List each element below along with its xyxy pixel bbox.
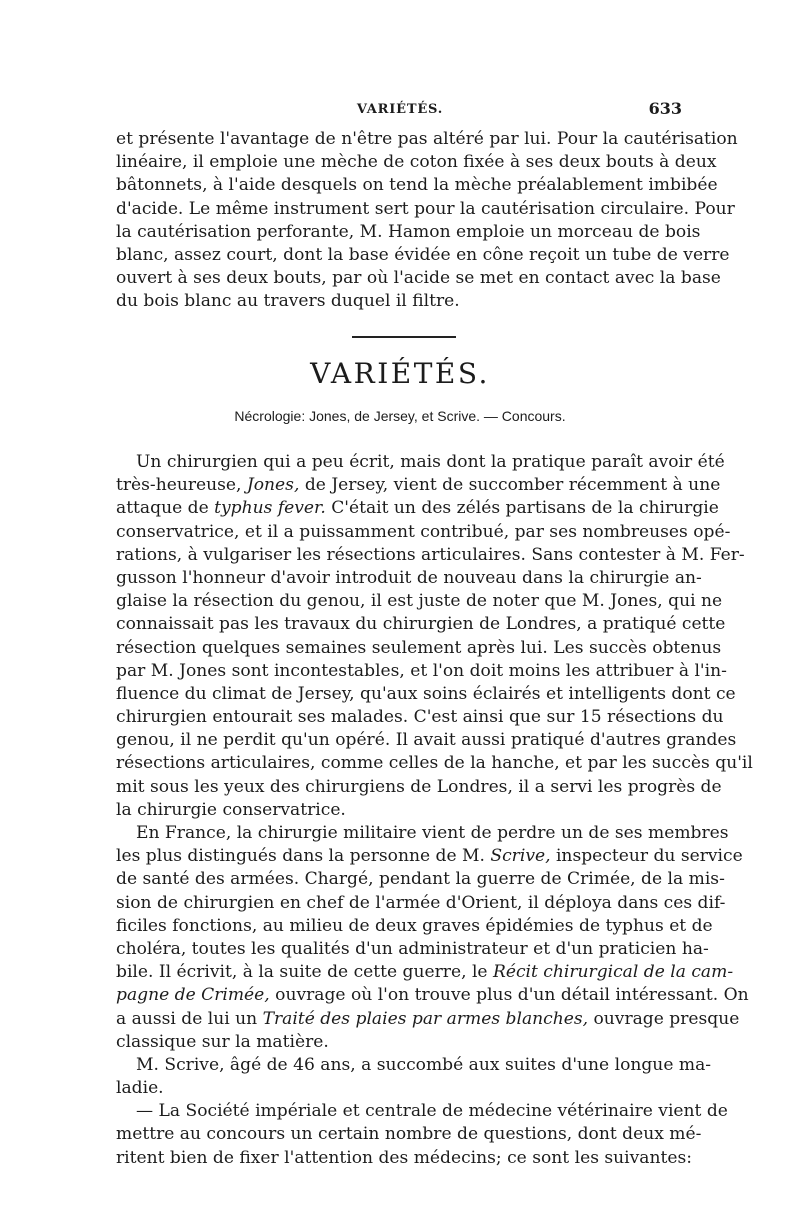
text-line xyxy=(116,1008,740,1031)
text-line: la chirurgie conservatrice. xyxy=(116,799,346,820)
emphasis-title: Récit chirurgical de la cam- xyxy=(492,962,734,983)
section-title: VARIÉTÉS. xyxy=(310,357,490,390)
text-line xyxy=(116,961,734,984)
text-line: choléra, toutes les qualités d'un administrateur et d'un praticien ha- xyxy=(116,938,709,959)
text-line: mit sous les yeux des chirurgiens de Londres, il a servi les progrès de xyxy=(116,776,722,797)
text-segment: C'était un des zélés partisans de la chirurgie xyxy=(325,498,719,519)
section-divider xyxy=(352,336,456,338)
text-line xyxy=(116,984,749,1007)
text-line: Un chirurgien qui a peu écrit, mais dont la pratique paraît avoir été xyxy=(136,452,725,472)
text-line: chirurgien entourait ses malades. C'est ainsi que sur 15 résections du xyxy=(116,707,724,728)
text-line: connaissait pas les travaux du chirurgien de Londres, a pratiqué cette xyxy=(116,614,726,635)
text-segment: de Jersey, vient de succomber récemment à une xyxy=(299,475,721,496)
text-line: gusson l'honneur d'avoir introduit de nouveau dans la chirurgie an- xyxy=(116,567,702,588)
text-line xyxy=(116,497,719,520)
text-line: la cautérisation perforante, M. Hamon emploie un morceau de bois xyxy=(116,221,701,242)
text-line: genou, il ne perdit qu'un opéré. Il avait aussi pratiqué d'autres grandes xyxy=(116,730,737,751)
emphasis-name: Jones, xyxy=(246,475,300,496)
text-line: mettre au concours un certain nombre de questions, dont deux mé- xyxy=(116,1124,702,1145)
text-line: linéaire, il emploie une mèche de coton fixée à ses deux bouts à deux xyxy=(116,152,717,173)
text-segment: ouvrage presque xyxy=(588,1008,740,1029)
text-line: bâtonnets, à l'aide desquels on tend la mèche préalablement imbibée xyxy=(116,175,718,196)
article-body xyxy=(116,451,753,1170)
emphasis-title: pagne de Crimée, xyxy=(116,985,270,1006)
page-number: 633 xyxy=(648,99,682,118)
text-line: classique sur la matière. xyxy=(116,1031,329,1052)
text-segment: attaque de xyxy=(116,498,215,519)
text-segment: les plus distingués dans la personne de M. xyxy=(116,846,491,867)
text-segment: inspecteur du service xyxy=(550,846,743,867)
text-line: et présente l'avantage de n'être pas altéré par lui. Pour la cautérisation xyxy=(116,129,738,149)
text-line: d'acide. Le même instrument sert pour la cautérisation circulaire. Pour xyxy=(116,198,735,219)
text-line xyxy=(116,474,721,497)
text-line: de santé des armées. Chargé, pendant la guerre de Crimée, de la mis- xyxy=(116,869,725,890)
text-line: blanc, assez court, dont la base évidée en cône reçoit un tube de verre xyxy=(116,244,730,265)
running-head xyxy=(116,99,684,123)
section-subtitle: Nécrologie: Jones, de Jersey, et Scrive. — Concours. xyxy=(234,408,566,424)
text-line: glaise la résection du genou, il est juste de noter que M. Jones, qui ne xyxy=(116,591,723,612)
text-line: sion de chirurgien en chef de l'armée d'Orient, il déploya dans ces dif- xyxy=(116,892,726,913)
text-line: ritent bien de fixer l'attention des médecins; ce sont les suivantes: xyxy=(116,1147,693,1168)
continued-paragraph xyxy=(116,128,738,314)
text-line: ladie. xyxy=(116,1078,164,1099)
text-line: M. Scrive, âgé de 46 ans, a succombé aux suites d'une longue ma- xyxy=(136,1054,712,1075)
running-title: VARIÉTÉS. xyxy=(356,102,444,117)
text-segment: très-heureuse, xyxy=(116,475,247,496)
text-segment: ouvrage où l'on trouve plus d'un détail intéressant. On xyxy=(269,985,749,1006)
text-line: ficiles fonctions, au milieu de deux graves épidémies de typhus et de xyxy=(116,915,713,936)
text-line: ouvert à ses deux bouts, par où l'acide se met en contact avec la base xyxy=(116,268,721,289)
text-line: conservatrice, et il a puissamment contribué, par ses nombreuses opé- xyxy=(116,521,731,542)
emphasis-title: Traité des plaies par armes blanches, xyxy=(262,1008,589,1029)
text-line: En France, la chirurgie militaire vient de perdre un de ses membres xyxy=(136,823,729,843)
text-line: — La Société impériale et centrale de médecine vétérinaire vient de xyxy=(136,1101,728,1122)
text-line xyxy=(116,845,743,868)
text-line: du bois blanc au travers duquel il filtre. xyxy=(116,291,460,312)
text-line: rations, à vulgariser les résections articulaires. Sans contester à M. Fer- xyxy=(116,544,745,565)
text-segment: a aussi de lui un xyxy=(116,1008,263,1029)
text-segment: bile. Il écrivit, à la suite de cette guerre, le xyxy=(116,962,493,983)
emphasis-name: Scrive, xyxy=(490,846,551,867)
text-line: résections articulaires, comme celles de la hanche, et par les succès qu'il xyxy=(116,753,753,774)
text-line: résection quelques semaines seulement après lui. Les succès obtenus xyxy=(116,637,722,658)
text-line: par M. Jones sont incontestables, et l'on doit moins les attribuer à l'in- xyxy=(116,660,727,681)
emphasis-term: typhus fever. xyxy=(214,498,326,519)
text-line: fluence du climat de Jersey, qu'aux soins éclairés et intelligents dont ce xyxy=(116,683,736,704)
